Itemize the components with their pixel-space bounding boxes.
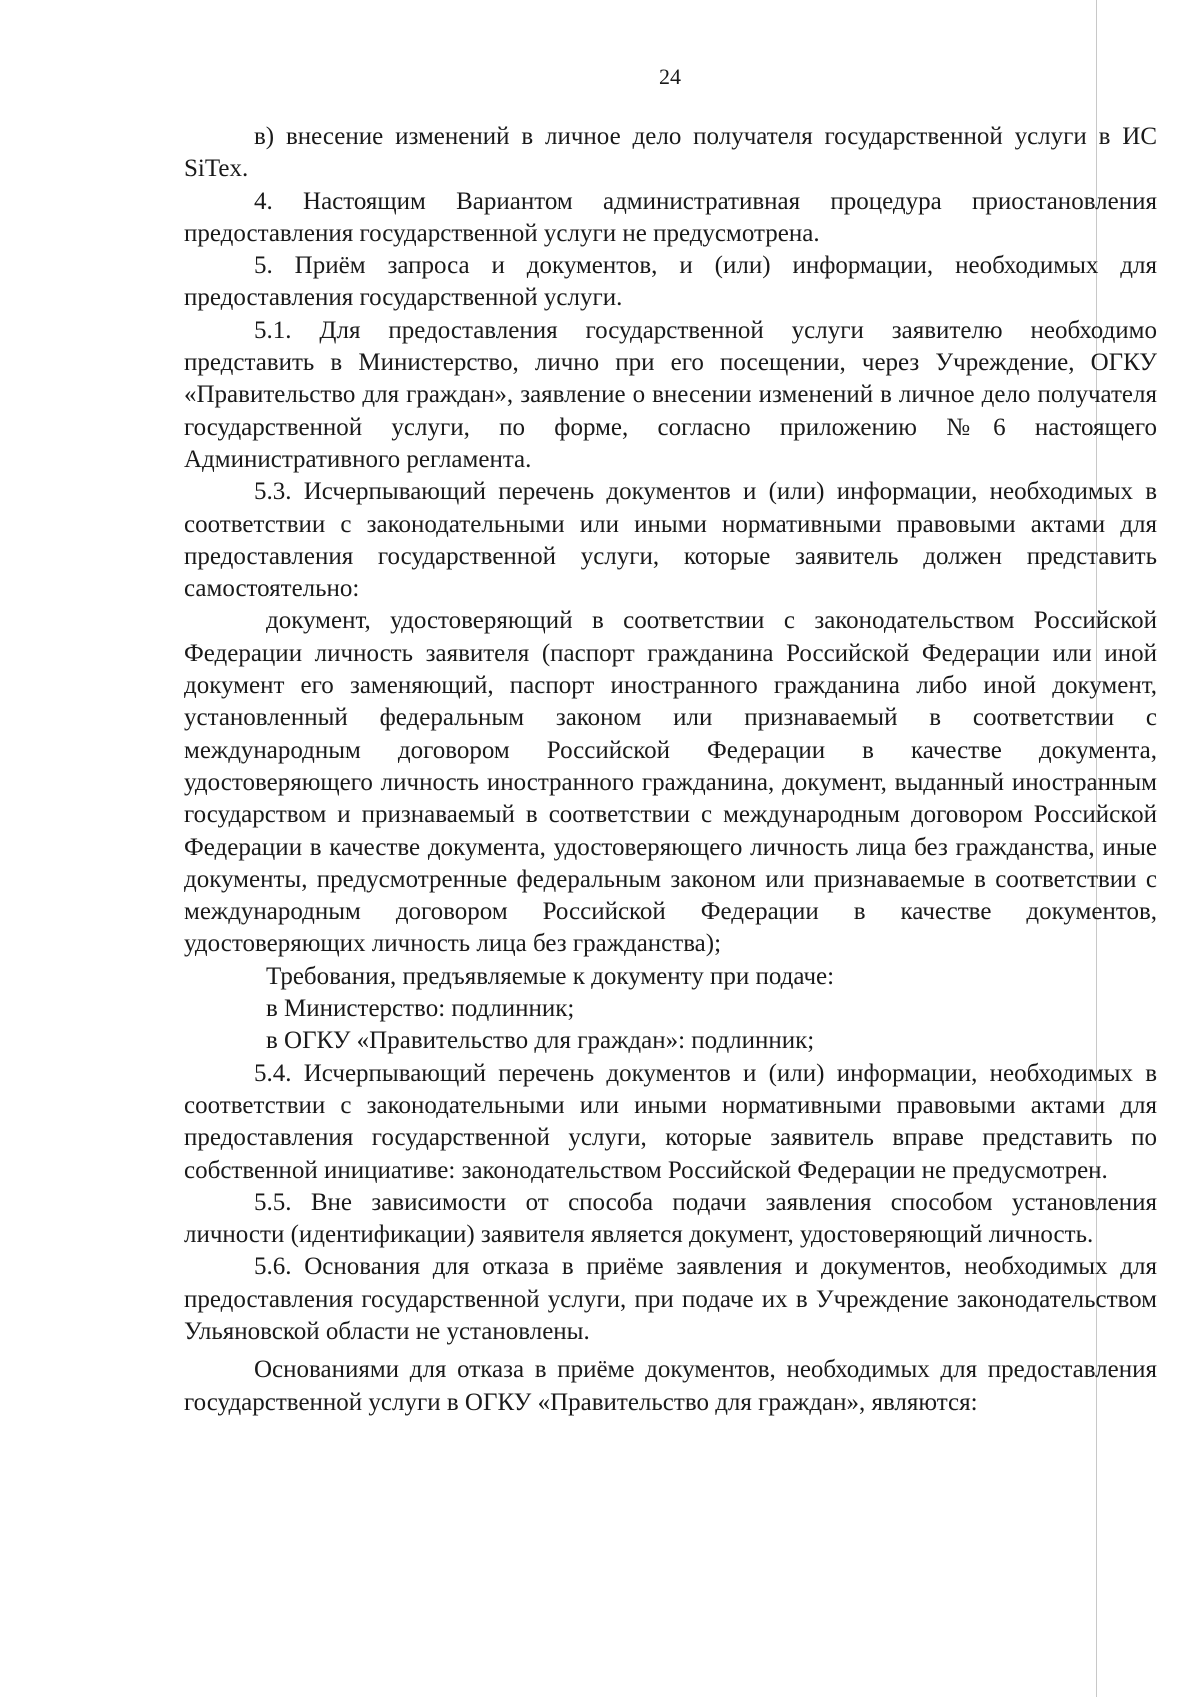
paragraph-5-3-document-list: 5.3. Исчерпывающий перечень документов и (или) информации, необходимых в соответствии с законодательными или иными нормативными правовыми актами для предоставления государственной услуги, которые заявитель должен представить самостоятельно: xyxy=(184,478,1157,603)
paragraph-5-6-refusal-grounds: 5.6. Основания для отказа в приёме заявления и документов, необходимых для предоставления государственной услуги, при подаче их в Учреждение законодательством Ульяновской области не установлены. xyxy=(184,1253,1157,1345)
document-body xyxy=(184,121,1157,1419)
paragraph-refusal-grounds-ogku: Основаниями для отказа в приёме документов, необходимых для предоставления государственной услуги в ОГКУ «Правительство для граждан», являются: xyxy=(184,1356,1157,1416)
paragraph-4-suspension: 4. Настоящим Вариантом административная процедура приостановления предоставления государственной услуги не предусмотрена. xyxy=(184,187,1157,247)
paragraph-ogku-original: в ОГКУ «Правительство для граждан»: подлинник; xyxy=(266,1027,815,1055)
page-number: 24 xyxy=(659,64,681,89)
paragraph-5-request-intake: 5. Приём запроса и документов, и (или) информации, необходимых для предоставления государственной услуги. xyxy=(184,252,1157,312)
paragraph-v-change-personal-file: в) внесение изменений в личное дело получателя государственной услуги в ИС SiTex. xyxy=(184,123,1157,183)
paragraph-5-5-identification: 5.5. Вне зависимости от способа подачи заявления способом установления личности (идентификации) заявителя является документ, удостоверяющий личность. xyxy=(184,1188,1157,1249)
paragraph-ministry-original: в Министерство: подлинник; xyxy=(266,995,575,1023)
paragraph-identity-document: документ, удостоверяющий в соответствии с законодательством Российской Федерации личность заявителя (паспорт гражданина Российской Федерации или иной документ его заменяющий, паспорт иностранного гражданина либо иной документ, установленный федеральным законом или признаваемый в соответствии с международным договором Российской Федерации в качестве документа, удостоверяющего личность иностранного гражданина, документ, выданный иностранным государством и признаваемый в соответствии с международным договором Российской Федерации в качестве документа, удостоверяющего личность лица без гражданства, иные документы, предусмотренные федеральным законом или признаваемые в соответствии с международным договором Российской Федерации в качестве документов, удостоверяющих личность лица без гражданства); xyxy=(184,607,1157,958)
paragraph-5-4-own-initiative: 5.4. Исчерпывающий перечень документов и (или) информации, необходимых в соответствии с законодательными или иными нормативными правовыми актами для предоставления государственной услуги, которые заявитель вправе представить по собственной инициативе: законодательством Российской Федерации не предусмотрен. xyxy=(184,1059,1157,1184)
paragraph-requirements: Требования, предъявляемые к документу при подаче: xyxy=(266,962,835,990)
paragraph-5-1-submission: 5.1. Для предоставления государственной услуги заявителю необходимо представить в Министерство, лично при его посещении, через Учреждение, ОГКУ «Правительство для граждан», заявление о внесении изменений в личное дело получателя государственной услуги, по форме, согласно приложению №6 настоящего Административного регламента. xyxy=(184,316,1157,473)
